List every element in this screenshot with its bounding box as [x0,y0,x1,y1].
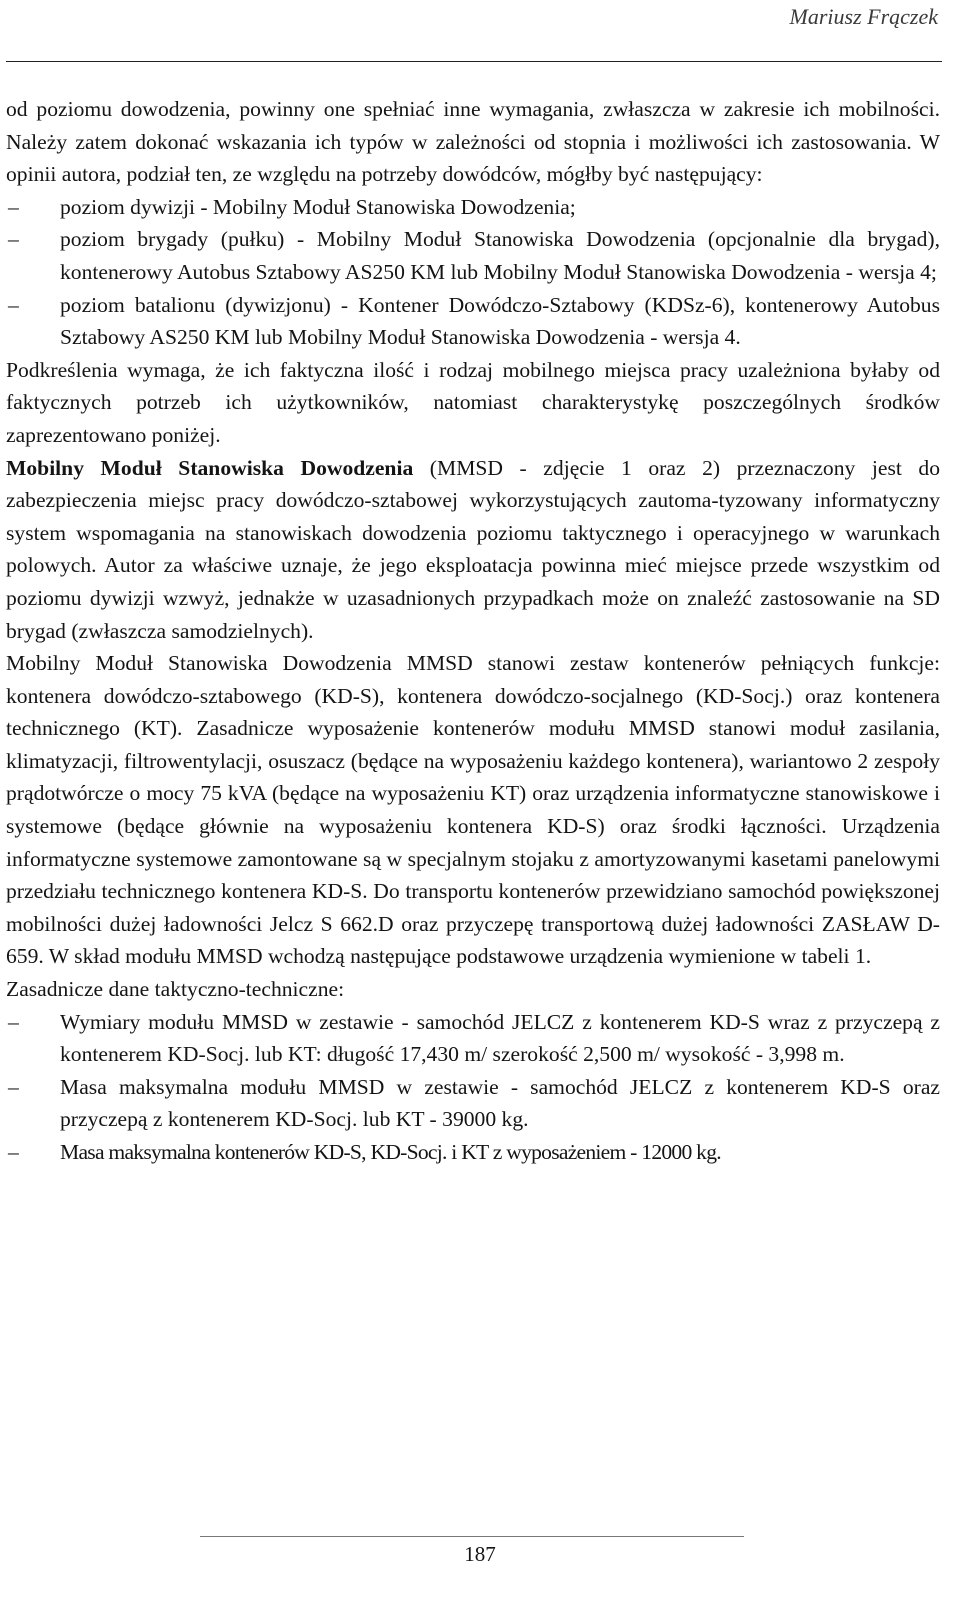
list-item: – poziom brygady (pułku) - Mobilny Moduł Stanowiska Dowodzenia (opcjonalnie dla brygad), kontenerowy Autobus Sztabowy AS250 KM lub Mobilny Moduł Stanowiska Dowodzenia - wersja 4; [6,223,940,288]
list-item: – poziom batalionu (dywizjonu) - Kontener Dowódczo-Sztabowy (KDSz-6), kontenerowy Autobus Sztabowy AS250 KM lub Mobilny Moduł Stanowiska Dowodzenia - wersja 4. [6,289,940,354]
list-item: – poziom dywizji - Mobilny Moduł Stanowiska Dowodzenia; [6,191,940,224]
paragraph-5: Zasadnicze dane taktyczno-techniczne: [6,977,345,1002]
footer-divider [200,1536,744,1537]
paragraph-4: Mobilny Moduł Stanowiska Dowodzenia MMSD stanowi zestaw kontenerów pełniących funkcje: kontenera dowódczo-sztabowego (KD-S), kontenera dowódczo-socjalnego (KD-Socj.) oraz kontenera technicznego (KT). Zasadnicze wyposażenie kontenerów modułu MMSD stanowi moduł zasilania, klimatyzacji, filtrowentylacji, osuszacz (będące na wyposażeniu każdego kontenera), wariantowo 2 zespoły prądotwórcze o mocy 75 kVA (będące na wyposażeniu KT) oraz urządzenia informatyczne stanowiskowe i systemowe (będące głównie na wyposażeniu kontenera KD-S) oraz środki łączności. Urządzenia informatyczne systemowe zamontowane są w specjalnym stojaku z amortyzowanymi kasetami panelowymi przedziału technicznego kontenera KD-S. Do transportu kontenerów przewidziano samochód powiększonej mobilności dużej ładowności Jelcz S 662.D oraz przyczepę transportową dużej ładowności ZASŁAW D-659. W skład modułu MMSD wchodzą następujące podstawowe urządzenia wymienione w tabeli 1. [6,651,940,969]
running-header-author: Mariusz Frączek [789,4,938,29]
command-level-list [6,191,940,354]
paragraph-3 [6,452,940,648]
list-item: – Masa maksymalna kontenerów KD-S, KD-Socj. i KT z wyposażeniem - 12000 kg. [6,1136,940,1169]
paragraph-1: od poziomu dowodzenia, powinny one spełniać inne wymagania, zwłaszcza w zakresie ich mobilności. Należy zatem dokonać wskazania ich typów w zależności od stopnia i możliwości ich zastosowania. W opinii autora, podział ten, ze względu na potrzeby dowódców, mógłby być następujący: [6,97,940,187]
paragraph-3-text: (MMSD - zdjęcie 1 oraz 2) przeznaczony jest do zabezpieczenia miejsc pracy dowódczo-sztabowej wykorzystujących zautoma-tyzowany informatyczny system wspomagania na stanowiskach dowodzenia poziomu taktycznego i operacyjnego w warunkach polowych. Autor za właściwe uznaje, że jego eksploatacja powinna mieć miejsce przede wszystkim od poziomu dywizji wzwyż, jednakże w uzasadnionych przypadkach może on znaleźć zastosowanie na SD brygad (zwłaszcza samodzielnych). [6,455,940,643]
page-number: 187 [464,1542,496,1566]
list-item: – Wymiary modułu MMSD w zestawie - samochód JELCZ z kontenerem KD-S wraz z przyczepą z kontenerem KD-Socj. lub KT: długość 17,430 m/ szerokość 2,500 m/ wysokość - 3,998 m. [6,1006,940,1071]
header-divider [6,61,942,62]
page-body [6,93,940,1169]
paragraph-3-bold-lead: Mobilny Moduł Stanowiska Dowodzenia [6,455,414,480]
list-item: – Masa maksymalna modułu MMSD w zestawie - samochód JELCZ z kontenerem KD-S oraz przyczepą z kontenerem KD-Socj. lub KT - 39000 kg. [6,1071,940,1136]
technical-data-list [6,1006,940,1169]
paragraph-2: Podkreślenia wymaga, że ich faktyczna ilość i rodzaj mobilnego miejsca pracy uzależniona byłaby od faktycznych potrzeb ich użytkowników, natomiast charakterystykę poszczególnych środków zaprezentowano poniżej. [6,357,940,447]
